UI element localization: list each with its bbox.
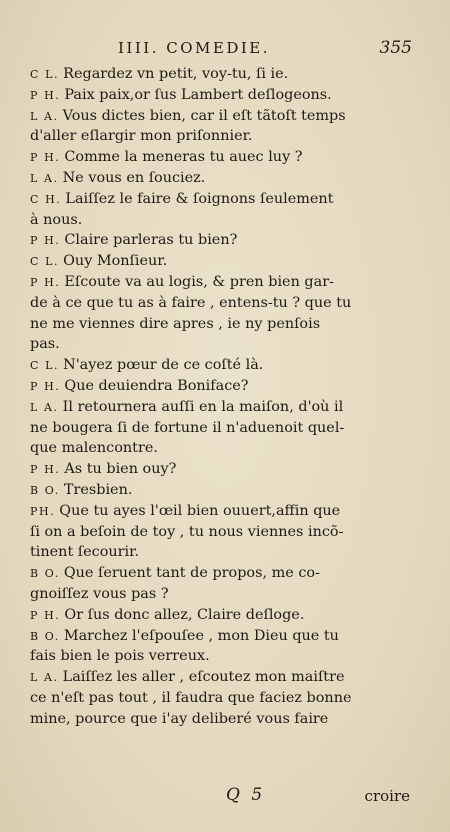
- speaker-label: C L.: [30, 68, 60, 81]
- speaker-label: P H.: [30, 275, 61, 289]
- line-text: Marchez l'eſpouſee , mon Dieu que tu: [63, 627, 339, 644]
- page-number: 355: [379, 38, 412, 58]
- line-text: Tresbien.: [63, 481, 133, 498]
- speaker-label: P H.: [30, 379, 61, 393]
- text-line: [30, 646, 410, 667]
- line-text: Que deuiendra Boniface?: [64, 377, 249, 394]
- line-text: que malencontre.: [30, 440, 158, 457]
- running-title: IIII. COMEDIE.: [118, 39, 270, 57]
- line-text: Regardez vn petit, voy-tu, ſi ie.: [63, 66, 289, 82]
- dialogue-text: [30, 64, 410, 730]
- line-text: Laiſſez le faire & ſoignons ſeulement: [65, 190, 334, 207]
- text-line: [30, 126, 410, 147]
- text-line: [30, 147, 410, 168]
- text-line: [30, 397, 410, 418]
- line-text: fais bien le pois verreux.: [30, 648, 210, 665]
- text-line: [30, 230, 410, 251]
- speaker-label: P H.: [30, 88, 61, 102]
- line-text: Que tu ayes l'œil bien ouuert,affin que: [59, 502, 341, 519]
- speaker-label: PH.: [30, 504, 56, 518]
- text-line: [30, 438, 410, 459]
- text-line: [30, 667, 410, 688]
- speaker-label: L A.: [30, 400, 59, 414]
- line-text: Que ſeruent tant de propos, me co-: [63, 565, 320, 582]
- text-line: [30, 251, 410, 272]
- text-line: [30, 605, 410, 626]
- speaker-label: C L.: [30, 255, 60, 269]
- line-text: mine, pource que i'ay deliberé vous faire: [30, 710, 329, 727]
- text-line: [30, 210, 410, 231]
- speaker-label: B O.: [30, 567, 60, 581]
- speaker-label: C L.: [30, 359, 60, 373]
- speaker-label: C H.: [30, 192, 62, 206]
- line-text: Or ſus donc allez, Claire deſloge.: [64, 606, 305, 623]
- text-line: [30, 64, 410, 85]
- speaker-label: L A.: [30, 109, 59, 123]
- line-text: ne me viennes dire apres , ie ny penſois: [30, 315, 321, 332]
- text-line: [30, 85, 410, 106]
- text-line: [30, 584, 410, 605]
- text-line: [30, 293, 410, 314]
- line-text: Ouy Monſieur.: [63, 253, 168, 270]
- speaker-label: B O.: [30, 629, 60, 643]
- line-text: Claire parleras tu bien?: [64, 232, 238, 249]
- text-line: [30, 376, 410, 397]
- speaker-label: L A.: [30, 171, 59, 185]
- line-text: Comme la meneras tu auec luy ?: [64, 149, 303, 166]
- speaker-label: P H.: [30, 608, 61, 622]
- line-text: pas.: [30, 336, 60, 353]
- signature-mark: Q 5: [226, 785, 266, 805]
- speaker-label: P H.: [30, 151, 61, 165]
- page-footer: [30, 785, 410, 809]
- text-line: [30, 563, 410, 584]
- text-line: [30, 626, 410, 647]
- text-line: [30, 480, 410, 501]
- text-line: [30, 709, 410, 730]
- line-text: Laiſſez les aller , eſcoutez mon maiſtre: [62, 669, 345, 686]
- text-line: [30, 168, 410, 189]
- text-line: [30, 688, 410, 709]
- text-line: [30, 522, 410, 543]
- line-text: gnoiſſez vous pas ?: [30, 585, 169, 602]
- text-line: [30, 189, 410, 210]
- line-text: Paix paix,or ſus Lambert deſlogeons.: [64, 86, 332, 103]
- speaker-label: B O.: [30, 483, 60, 497]
- speaker-label: L A.: [30, 671, 59, 685]
- line-text: de à ce que tu as à faire , entens-tu ? que tu: [30, 294, 352, 311]
- line-text: ne bougera ſi de fortune il n'aduenoit quel-: [30, 419, 345, 436]
- line-text: ſi on a beſoin de toy , tu nous viennes incõ-: [30, 523, 344, 540]
- speaker-label: P H.: [30, 234, 61, 248]
- line-text: Ne vous en ſouciez.: [62, 169, 206, 186]
- page-header: [30, 36, 412, 64]
- line-text: ce n'eſt pas tout , il faudra que faciez bonne: [30, 689, 352, 706]
- line-text: Il retournera auſſi en la maiſon, d'où il: [62, 398, 344, 415]
- line-text: As tu bien ouy?: [64, 461, 177, 478]
- text-line: [30, 418, 410, 439]
- text-line: [30, 355, 410, 376]
- line-text: tinent ſecourir.: [30, 544, 139, 561]
- text-line: [30, 501, 410, 522]
- text-line: [30, 272, 410, 293]
- text-line: [30, 314, 410, 335]
- line-text: Eſcoute va au logis, & pren bien gar-: [64, 273, 334, 290]
- speaker-label: P H.: [30, 463, 61, 477]
- line-text: à nous.: [30, 211, 83, 228]
- catchword: croire: [364, 787, 410, 805]
- line-text: d'aller eſlargir mon priſonnier.: [30, 128, 253, 145]
- text-line: [30, 542, 410, 563]
- text-line: [30, 334, 410, 355]
- text-line: [30, 459, 410, 480]
- line-text: N'ayez pœur de ce coſté là.: [63, 357, 264, 374]
- text-line: [30, 106, 410, 127]
- line-text: Vous dictes bien, car il eſt tãtoſt temps: [62, 107, 346, 124]
